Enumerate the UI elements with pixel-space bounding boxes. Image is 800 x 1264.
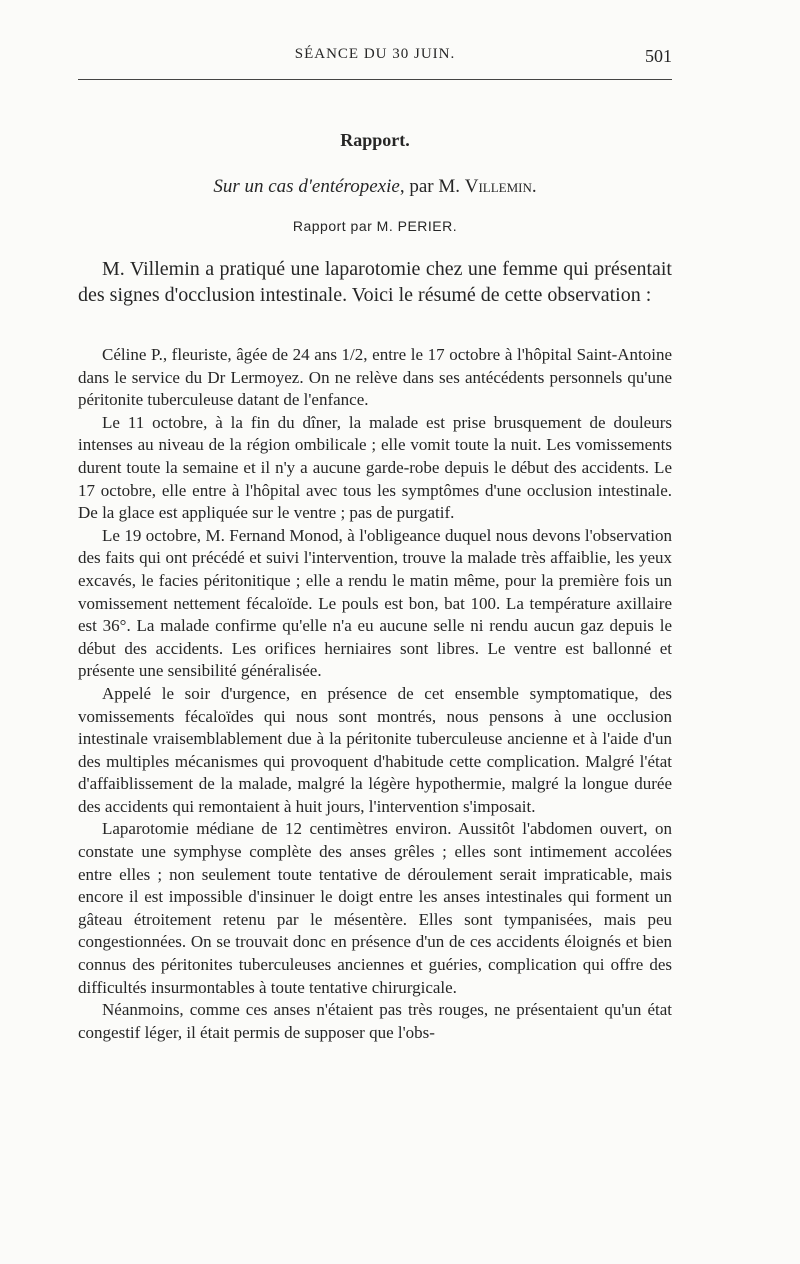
- report-subtitle: [78, 176, 672, 198]
- observation-body: [78, 344, 672, 1044]
- observation-paragraph: Laparotomie médiane de 12 centimètres environ. Aussitôt l'abdomen ouvert, on constate une symphyse complète des anses grêles ; elles sont intimement accolées entre elles ; non seulement toute tentative de déroulement serait impraticable, mais encore il est impossible d'insinuer le doigt entre les anses intestinales qui forment un gâteau étroitement retenu par le mésentère. Elles sont tympanisées, mais peu congestionnées. On se trouvait donc en présence d'un de ces accidents éloignés et bien connus des péritonites tuberculeuses anciennes et guéries, complication qui offre des difficultés insurmontables à toute tentative chirurgicale.: [78, 819, 672, 997]
- report-byline: Rapport par M. PERIER.: [292, 218, 458, 234]
- page-number: 501: [645, 46, 672, 66]
- observation-paragraph: Néanmoins, comme ces anses n'étaient pas très rouges, ne présentaient qu'un état congestif léger, il était permis de supposer que l'obs-: [78, 1000, 672, 1042]
- subtitle-author: Villemin: [464, 176, 532, 197]
- intro-paragraph: M. Villemin a pratiqué une laparotomie chez une femme qui présentait des signes d'occlusion intestinale. Voici le résumé de cette observation :: [78, 258, 672, 306]
- subtitle-connector: , par M.: [399, 176, 465, 197]
- section-title: Rapport.: [340, 130, 410, 150]
- observation-paragraph: Le 11 octobre, à la fin du dîner, la malade est prise brusquement de douleurs intenses au niveau de la région ombilicale ; elle vomit toute la nuit. Les vomissements durent toute la semaine et il n'y a aucune garde-robe depuis le début des accidents. Le 17 octobre, elle entre à l'hôpital avec tous les symptômes d'une occlusion intestinale. De la glace est appliquée sur le ventre ; pas de purgatif.: [78, 412, 672, 523]
- observation-paragraph: Appelé le soir d'urgence, en présence de cet ensemble symptomatique, des vomissements fécaloïdes qui nous sont montrés, nous pensons à une occlusion intestinale vraisemblablement due à la péritonite tuberculeuse ancienne et à l'aide d'un des multiples mécanismes qui provoquent d'habitude cette complication. Malgré l'état d'affaiblissement de la malade, malgré la légère hypothermie, malgré la longue durée des accidents qui remontaient à huit jours, l'intervention s'imposait.: [78, 683, 672, 816]
- observation-paragraph: Le 19 octobre, M. Fernand Monod, à l'obligeance duquel nous devons l'observation des faits qui ont précédé et suivi l'intervention, trouve la malade très affaiblie, les yeux excavés, le facies péritonitique ; elle a rendu le matin même, pour la première fois un vomissement nettement fécaloïde. Le pouls est bon, bat 100. La température axillaire est 36°. La malade confirme qu'elle n'a eu aucune selle ni rendu aucun gaz depuis le début des accidents. Les orifices herniaires sont libres. Le ventre est ballonné et présente une sensibilité généralisée.: [78, 525, 672, 681]
- running-title: SÉANCE DU 30 JUIN.: [294, 46, 456, 62]
- subtitle-topic: Sur un cas d'entéropexie: [213, 176, 400, 197]
- page-header: [78, 46, 672, 70]
- observation-paragraph: Céline P., fleuriste, âgée de 24 ans 1/2, entre le 17 octobre à l'hôpital Saint-Antoine dans le service du Dr Lermoyez. On ne relève dans ses antécédents personnels qu'une péritonite tuberculeuse datant de l'enfance.: [78, 345, 672, 410]
- header-rule: [78, 79, 672, 80]
- subtitle-end: .: [531, 176, 537, 197]
